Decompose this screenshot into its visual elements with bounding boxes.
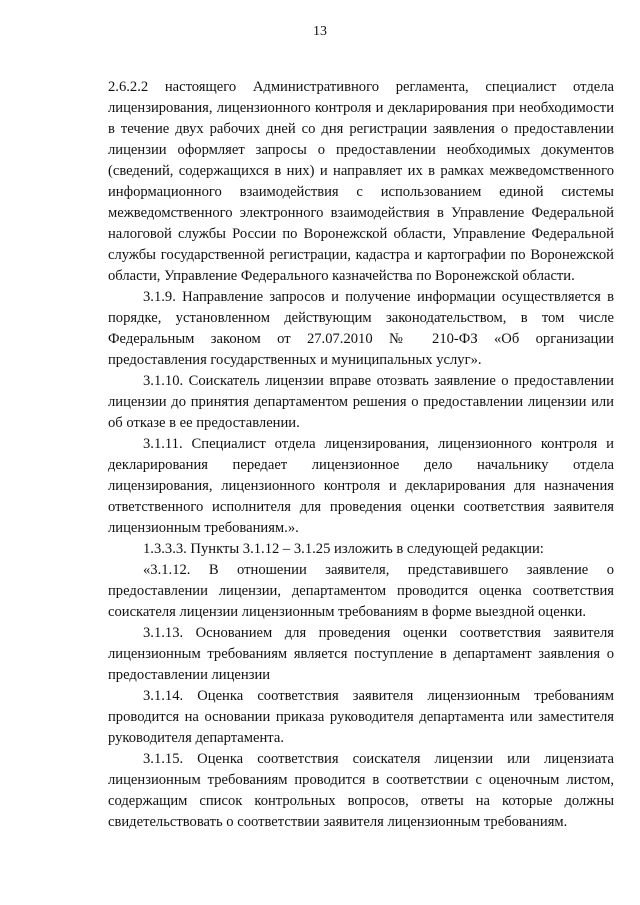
paragraph-3-1-14: 3.1.14. Оценка соответствия заявителя лицензионным требованиям проводится на основании приказа руководителя департамента или заместителя руководителя департамента.	[108, 688, 614, 746]
paragraph-3-1-11: 3.1.11. Специалист отдела лицензирования, лицензионного контроля и декларирования передает лицензионное дело начальнику отдела лицензирования, лицензионного контроля и декларирования для назначения ответственного исполнителя для проведения оценки соответствия заявителя лицензионным требованиям.».	[108, 436, 614, 536]
paragraph-1-3-3-3: 1.3.3.3. Пункты 3.1.12 – 3.1.25 изложить в следующей редакции:	[143, 541, 544, 557]
paragraph-3-1-12: «3.1.12. В отношении заявителя, представившего заявление о предоставлении лицензии, департаментом проводится оценка соответствия соискателя лицензии лицензионным требованиям в форме выездной оценки.	[108, 562, 614, 620]
paragraph-3-1-13: 3.1.13. Основанием для проведения оценки соответствия заявителя лицензионным требованиям является поступление в департамент заявления о предоставлении лицензии	[108, 625, 614, 683]
paragraph-continuation: 2.6.2.2 настоящего Административного регламента, специалист отдела лицензирования, лицензионного контроля и декларирования при необходимости в течение двух рабочих дней со дня регистрации заявления о предоставлении лицензии оформляет запросы о предоставлении необходимых документов (сведений, содержащихся в них) и направляет их в рамках межведомственного информационного взаимодействия с использованием единой системы межведомственного электронного взаимодействия в Управление Федеральной налоговой службы России по Воронежской области, Управление Федеральной службы государственной регистрации, кадастра и картографии по Воронежской области, Управление Федерального казначейства по Воронежской области.	[108, 79, 614, 284]
paragraph-3-1-15: 3.1.15. Оценка соответствия соискателя лицензии или лицензиата лицензионным требованиям проводится в соответствии с оценочным листом, содержащим список контрольных вопросов, ответы на которые должны свидетельствовать о соответствии заявителя лицензионным требованиям.	[108, 751, 614, 830]
paragraph-3-1-10: 3.1.10. Соискатель лицензии вправе отозвать заявление о предоставлении лицензии до принятия департаментом решения о предоставлении лицензии или об отказе в ее предоставлении.	[108, 373, 614, 431]
page-number: 13	[313, 24, 327, 39]
paragraph-3-1-9: 3.1.9. Направление запросов и получение информации осуществляется в порядке, установленном действующим законодательством, в том числе Федеральным законом от 27.07.2010 № 210-ФЗ «Об организации предоставления государственных и муниципальных услуг».	[108, 289, 614, 368]
document-body	[108, 77, 614, 833]
